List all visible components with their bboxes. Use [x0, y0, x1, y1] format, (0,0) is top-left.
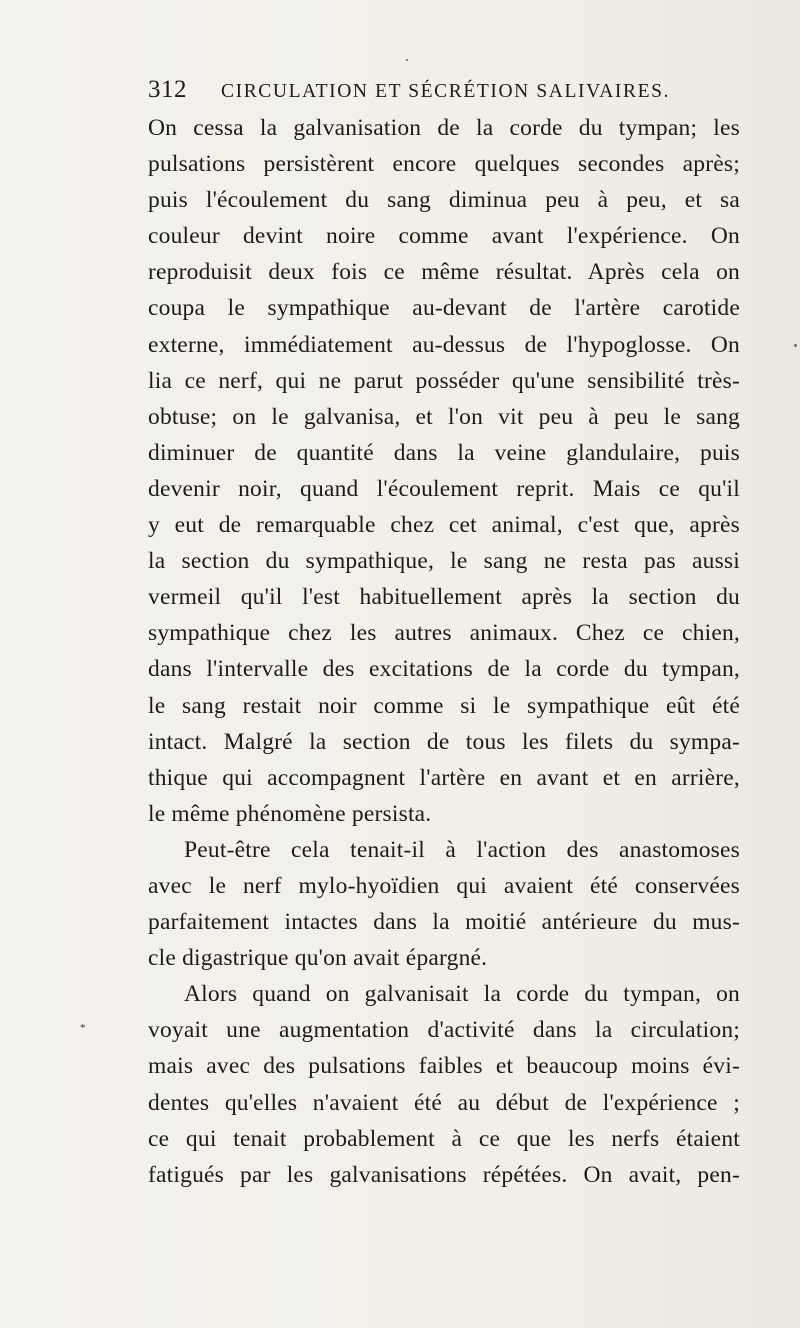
body-text — [148, 110, 740, 1193]
margin-mark: * — [80, 1022, 86, 1034]
text-line: voyait une augmentation d'activité dans la circulation; — [148, 1017, 740, 1044]
text-line: sympathique chez les autres animaux. Chez ce chien, — [148, 620, 740, 647]
text-line: devenir noir, quand l'écoulement reprit. Mais ce qu'il — [148, 475, 740, 502]
text-line: coupa le sympathique au-devant de l'artère carotide — [148, 295, 740, 322]
text-line: dans l'intervalle des excitations de la corde du tympan, — [148, 656, 740, 683]
paragraph-end-line: le même phénomène persista. — [148, 800, 432, 827]
text-line: thique qui accompagnent l'artère en avant et en arrière, — [148, 764, 740, 791]
running-title: CIRCULATION ET SÉCRÉTION SALIVAIRES. — [221, 81, 671, 102]
text-line: obtuse; on le galvanisa, et l'on vit peu à peu le sang — [148, 403, 740, 430]
paragraph-end-line: cle digastrique qu'on avait épargné. — [148, 945, 488, 972]
text-line: dentes qu'elles n'avaient été au début de l'expérience ; — [148, 1089, 740, 1116]
paragraph-start-line: Peut-être cela tenait-il à l'action des anastomoses — [184, 836, 740, 863]
text-line: puis l'écoulement du sang diminua peu à peu, et sa — [148, 187, 740, 214]
text-line: mais avec des pulsations faibles et beaucoup moins évi- — [148, 1053, 740, 1080]
text-line: couleur devint noire comme avant l'expérience. On — [148, 223, 740, 250]
running-head — [148, 76, 688, 112]
text-line: fatigués par les galvanisations répétées. On avait, pen- — [148, 1161, 740, 1188]
text-line: y eut de remarquable chez cet animal, c'est que, après — [148, 512, 740, 539]
text-line: pulsations persistèrent encore quelques secondes après; — [148, 151, 740, 178]
paper-speck — [794, 344, 797, 347]
text-line: parfaitement intactes dans la moitié antérieure du mus- — [148, 909, 740, 936]
text-line: reproduisit deux fois ce même résultat. Après cela on — [148, 259, 740, 286]
text-line: avec le nerf mylo-hyoïdien qui avaient été conservées — [148, 872, 740, 899]
text-line: diminuer de quantité dans la veine glandulaire, puis — [148, 439, 740, 466]
text-line: lia ce nerf, qui ne parut posséder qu'une sensibilité très- — [148, 367, 740, 394]
text-line: externe, immédiatement au-dessus de l'hypoglosse. On — [148, 331, 740, 358]
text-line: le sang restait noir comme si le sympathique eût été — [148, 692, 740, 719]
text-line: la section du sympathique, le sang ne resta pas aussi — [148, 548, 740, 575]
text-line: intact. Malgré la section de tous les filets du sympa- — [148, 728, 740, 755]
paragraph-start-line: Alors quand on galvanisait la corde du tympan, on — [184, 981, 740, 1008]
text-line: ce qui tenait probablement à ce que les nerfs étaient — [148, 1125, 740, 1152]
page-number: 312 — [148, 76, 187, 103]
text-line: vermeil qu'il l'est habituellement après la section du — [148, 584, 740, 611]
text-line: On cessa la galvanisation de la corde du tympan; les — [148, 115, 740, 141]
paper-speck — [406, 59, 408, 61]
